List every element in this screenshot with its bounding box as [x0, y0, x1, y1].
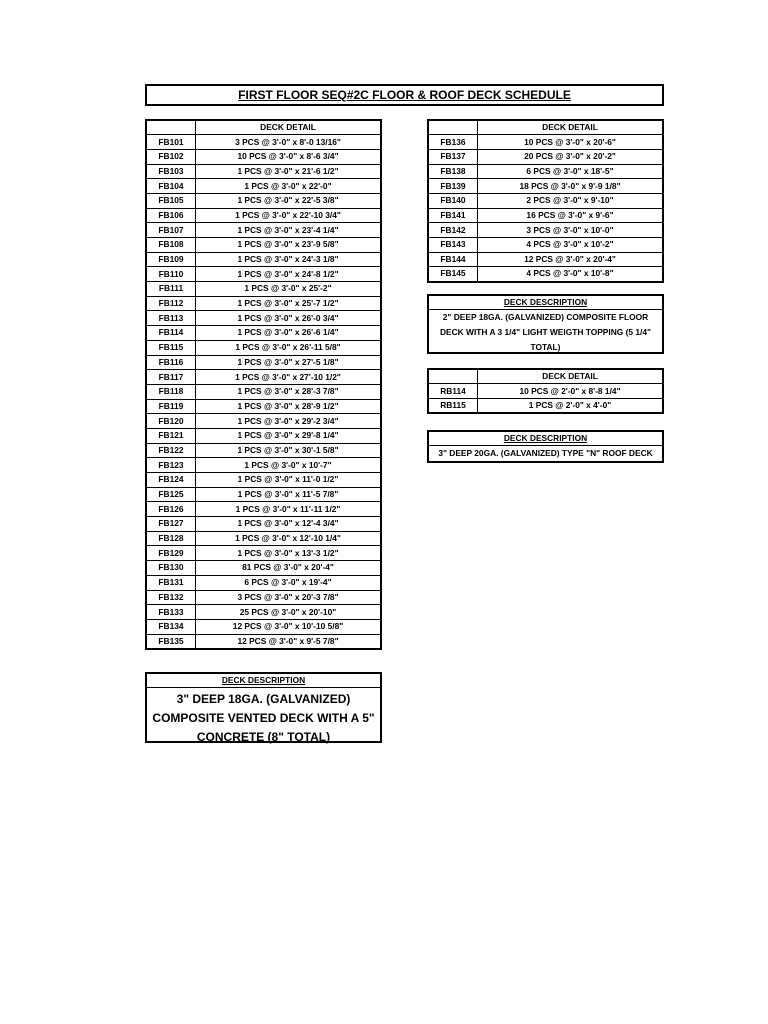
table-row	[428, 193, 663, 208]
description-body	[429, 446, 662, 461]
mark-cell: FB123	[146, 458, 196, 473]
detail-cell: 6 PCS @ 3'-0" x 19'-4"	[196, 575, 382, 590]
table-row	[146, 561, 381, 576]
schedule-title: FIRST FLOOR SEQ#2C FLOOR & ROOF DECK SCHEDULE	[145, 84, 664, 106]
detail-cell: 1 PCS @ 3'-0" x 27'-5 1/8"	[196, 355, 382, 370]
detail-cell: 6 PCS @ 3'-0" x 18'-5"	[478, 164, 664, 179]
detail-cell: 3 PCS @ 3'-0" x 10'-0"	[478, 223, 664, 238]
detail-cell: 1 PCS @ 3'-0" x 11'-11 1/2"	[196, 502, 382, 517]
mark-cell: FB124	[146, 473, 196, 488]
table-row	[146, 634, 381, 649]
table-row	[146, 590, 381, 605]
detail-cell: 12 PCS @ 3'-0" x 20'-4"	[478, 252, 664, 267]
table-row	[428, 267, 663, 282]
detail-cell: 1 PCS @ 3'-0" x 22'-10 3/4"	[196, 208, 382, 223]
table-row	[146, 252, 381, 267]
description-line: TOTAL)	[530, 342, 561, 352]
mark-cell: FB137	[428, 149, 478, 164]
mark-cell: FB115	[146, 340, 196, 355]
deck-description-roof	[427, 430, 664, 463]
table-row	[146, 193, 381, 208]
description-header: DECK DESCRIPTION	[429, 432, 662, 446]
detail-cell: 1 PCS @ 3'-0" x 24'-3 1/8"	[196, 252, 382, 267]
mark-cell: FB102	[146, 149, 196, 164]
table-row	[146, 605, 381, 620]
mark-cell: FB111	[146, 282, 196, 297]
mark-cell: FB118	[146, 384, 196, 399]
table-row	[146, 414, 381, 429]
mark-cell: FB114	[146, 326, 196, 341]
mark-cell: FB130	[146, 561, 196, 576]
detail-cell: 1 PCS @ 3'-0" x 26'-0 3/4"	[196, 311, 382, 326]
mark-cell: FB101	[146, 135, 196, 150]
description-line: CONCRETE (8" TOTAL)	[196, 730, 331, 744]
mark-cell: FB125	[146, 487, 196, 502]
table-row	[146, 428, 381, 443]
table-row	[146, 164, 381, 179]
table-row	[146, 282, 381, 297]
table-row	[146, 473, 381, 488]
table-row	[146, 355, 381, 370]
detail-cell: 1 PCS @ 3'-0" x 25'-7 1/2"	[196, 296, 382, 311]
detail-cell: 1 PCS @ 3'-0" x 26'-11 5/8"	[196, 340, 382, 355]
table-row	[428, 179, 663, 194]
deck-detail-table-left	[145, 119, 382, 650]
table-row	[146, 384, 381, 399]
table-row	[146, 208, 381, 223]
header-deck-detail: DECK DETAIL	[196, 120, 382, 135]
mark-cell: FB132	[146, 590, 196, 605]
table-row	[146, 223, 381, 238]
detail-cell: 16 PCS @ 3'-0" x 9'-6"	[478, 208, 664, 223]
detail-cell: 1 PCS @ 3'-0" x 23'-4 1/4"	[196, 223, 382, 238]
mark-cell: FB106	[146, 208, 196, 223]
header-deck-detail: DECK DETAIL	[478, 369, 664, 384]
mark-cell: RB114	[428, 384, 478, 399]
mark-cell: FB117	[146, 370, 196, 385]
mark-cell: FB145	[428, 267, 478, 282]
mark-cell: FB108	[146, 238, 196, 253]
table-row	[146, 443, 381, 458]
mark-cell: FB139	[428, 179, 478, 194]
mark-cell: FB113	[146, 311, 196, 326]
mark-cell: FB119	[146, 399, 196, 414]
detail-cell: 1 PCS @ 3'-0" x 11'-0 1/2"	[196, 473, 382, 488]
detail-cell: 1 PCS @ 3'-0" x 11'-5 7/8"	[196, 487, 382, 502]
header-blank-cell	[146, 120, 196, 135]
table-row	[146, 340, 381, 355]
mark-cell: FB127	[146, 517, 196, 532]
table-row	[146, 575, 381, 590]
mark-cell: FB126	[146, 502, 196, 517]
table-row	[146, 531, 381, 546]
detail-cell: 1 PCS @ 3'-0" x 25'-2"	[196, 282, 382, 297]
deck-description-floor-right	[427, 294, 664, 354]
table-row	[146, 267, 381, 282]
detail-cell: 1 PCS @ 3'-0" x 12'-10 1/4"	[196, 531, 382, 546]
description-header: DECK DESCRIPTION	[429, 296, 662, 310]
table-row	[428, 384, 663, 399]
mark-cell: FB109	[146, 252, 196, 267]
table-row	[428, 223, 663, 238]
detail-cell: 1 PCS @ 3'-0" x 10'-7"	[196, 458, 382, 473]
detail-cell: 1 PCS @ 3'-0" x 24'-8 1/2"	[196, 267, 382, 282]
detail-cell: 1 PCS @ 3'-0" x 28'-3 7/8"	[196, 384, 382, 399]
detail-cell: 81 PCS @ 3'-0" x 20'-4"	[196, 561, 382, 576]
mark-cell: FB105	[146, 193, 196, 208]
table-row	[146, 399, 381, 414]
mark-cell: FB142	[428, 223, 478, 238]
detail-cell: 1 PCS @ 3'-0" x 26'-6 1/4"	[196, 326, 382, 341]
table-row	[146, 619, 381, 634]
table-row	[146, 370, 381, 385]
description-line: COMPOSITE VENTED DECK WITH A 5"	[152, 711, 375, 725]
deck-detail-table-right	[427, 119, 664, 283]
detail-cell: 1 PCS @ 3'-0" x 23'-9 5/8"	[196, 238, 382, 253]
description-line: 3" DEEP 18GA. (GALVANIZED)	[176, 692, 351, 706]
table-row	[146, 238, 381, 253]
mark-cell: FB131	[146, 575, 196, 590]
mark-cell: FB144	[428, 252, 478, 267]
detail-cell: 4 PCS @ 3'-0" x 10'-8"	[478, 267, 664, 282]
table-row	[428, 149, 663, 164]
detail-cell: 25 PCS @ 3'-0" x 20'-10"	[196, 605, 382, 620]
detail-cell: 1 PCS @ 3'-0" x 28'-9 1/2"	[196, 399, 382, 414]
detail-cell: 1 PCS @ 3'-0" x 21'-6 1/2"	[196, 164, 382, 179]
mark-cell: FB134	[146, 619, 196, 634]
detail-cell: 10 PCS @ 3'-0" x 20'-6"	[478, 135, 664, 150]
detail-cell: 10 PCS @ 2'-0" x 8'-8 1/4"	[478, 384, 664, 399]
mark-cell: FB120	[146, 414, 196, 429]
mark-cell: FB141	[428, 208, 478, 223]
detail-cell: 1 PCS @ 3'-0" x 12'-4 3/4"	[196, 517, 382, 532]
table-row	[146, 179, 381, 194]
detail-cell: 3 PCS @ 3'-0" x 20'-3 7/8"	[196, 590, 382, 605]
mark-cell: FB138	[428, 164, 478, 179]
description-body	[147, 688, 380, 747]
mark-cell: FB143	[428, 238, 478, 253]
mark-cell: FB140	[428, 193, 478, 208]
table-header-row	[428, 120, 663, 135]
detail-cell: 2 PCS @ 3'-0" x 9'-10"	[478, 193, 664, 208]
header-blank-cell	[428, 120, 478, 135]
table-row	[146, 458, 381, 473]
description-line: 3" DEEP 20GA. (GALVANIZED) TYPE "N" ROOF DECK	[438, 448, 653, 458]
detail-cell: 12 PCS @ 3'-0" x 10'-10 5/8"	[196, 619, 382, 634]
detail-cell: 1 PCS @ 3'-0" x 13'-3 1/2"	[196, 546, 382, 561]
detail-cell: 4 PCS @ 3'-0" x 10'-2"	[478, 238, 664, 253]
mark-cell: FB129	[146, 546, 196, 561]
table-header-row	[428, 369, 663, 384]
table-row	[146, 326, 381, 341]
table-row	[146, 502, 381, 517]
detail-cell: 1 PCS @ 3'-0" x 29'-8 1/4"	[196, 428, 382, 443]
detail-cell: 3 PCS @ 3'-0" x 8'-0 13/16"	[196, 135, 382, 150]
detail-cell: 1 PCS @ 3'-0" x 27'-10 1/2"	[196, 370, 382, 385]
table-row	[428, 208, 663, 223]
detail-cell: 12 PCS @ 3'-0" x 9'-5 7/8"	[196, 634, 382, 649]
table-row	[428, 398, 663, 413]
detail-cell: 20 PCS @ 3'-0" x 20'-2"	[478, 149, 664, 164]
mark-cell: FB122	[146, 443, 196, 458]
mark-cell: FB133	[146, 605, 196, 620]
table-row	[428, 252, 663, 267]
table-row	[146, 546, 381, 561]
header-blank-cell	[428, 369, 478, 384]
mark-cell: FB104	[146, 179, 196, 194]
mark-cell: FB136	[428, 135, 478, 150]
mark-cell: FB103	[146, 164, 196, 179]
mark-cell: FB110	[146, 267, 196, 282]
header-deck-detail: DECK DETAIL	[478, 120, 664, 135]
table-header-row	[146, 120, 381, 135]
table-row	[146, 311, 381, 326]
description-header: DECK DESCRIPTION	[147, 674, 380, 688]
detail-cell: 18 PCS @ 3'-0" x 9'-9 1/8"	[478, 179, 664, 194]
table-row	[146, 149, 381, 164]
mark-cell: FB135	[146, 634, 196, 649]
detail-cell: 10 PCS @ 3'-0" x 8'-6 3/4"	[196, 149, 382, 164]
detail-cell: 1 PCS @ 3'-0" x 29'-2 3/4"	[196, 414, 382, 429]
table-row	[146, 135, 381, 150]
table-row	[428, 135, 663, 150]
mark-cell: FB116	[146, 355, 196, 370]
mark-cell: RB115	[428, 398, 478, 413]
description-line: DECK WITH A 3 1/4" LIGHT WEIGTH TOPPING (5 1/4"	[440, 327, 651, 337]
table-row	[146, 296, 381, 311]
table-row	[428, 238, 663, 253]
table-row	[428, 164, 663, 179]
description-line: 2" DEEP 18GA. (GALVANIZED) COMPOSITE FLOOR	[442, 312, 649, 322]
mark-cell: FB128	[146, 531, 196, 546]
deck-detail-table-roof	[427, 368, 664, 414]
mark-cell: FB107	[146, 223, 196, 238]
mark-cell: FB121	[146, 428, 196, 443]
table-row	[146, 487, 381, 502]
detail-cell: 1 PCS @ 3'-0" x 22'-0"	[196, 179, 382, 194]
mark-cell: FB112	[146, 296, 196, 311]
table-row	[146, 517, 381, 532]
deck-description-floor-left	[145, 672, 382, 743]
detail-cell: 1 PCS @ 3'-0" x 30'-1 5/8"	[196, 443, 382, 458]
description-body	[429, 310, 662, 355]
detail-cell: 1 PCS @ 2'-0" x 4'-0"	[478, 398, 664, 413]
detail-cell: 1 PCS @ 3'-0" x 22'-5 3/8"	[196, 193, 382, 208]
